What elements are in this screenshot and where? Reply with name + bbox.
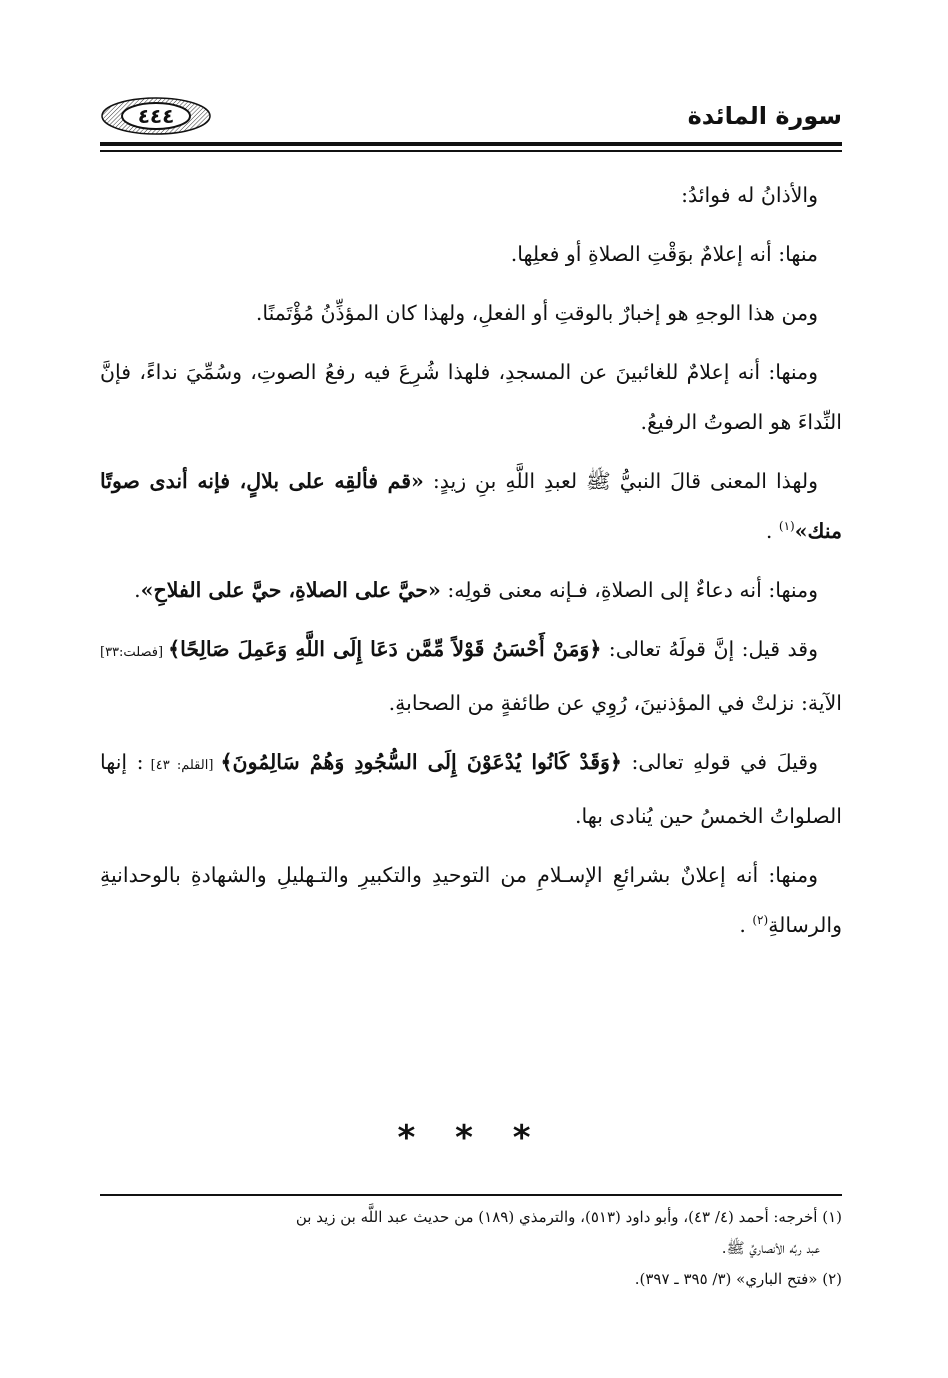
- paragraph-4: ومنها: أنه إعلامٌ للغائبينَ عن المسجدِ، فلهذا شُرِعَ فيه رفعُ الصوتِ، وسُمِّيَ نداءً، فإنَّ النِّداءَ هو الصوتُ الرفيعُ.: [100, 360, 842, 434]
- adhan-quote: «حيَّ على الصلاةِ، حيَّ على الفلاحِ»: [140, 578, 441, 602]
- footnote-1-line-1: (١) أخرجه: أحمد (٤/ ٤٣)، وأبو داود (٥١٣)، والترمذي (١٨٩) من حديث عبد اللَّه بن زيد بن: [295, 1208, 842, 1226]
- page-header: [100, 92, 842, 148]
- footnote-rule: [100, 1194, 842, 1196]
- verse-reference-1: [فصلت:٣٣]: [100, 645, 169, 660]
- paragraph-1: والأذانُ له فوائدُ:: [681, 183, 818, 207]
- paragraph-9-text: ومنها: أنه إعلانٌ بشرائعِ الإسـلامِ من التوحيدِ والتكبيرِ والتـهليلِ والشهادةِ بالوحدانيةِ والرسالةِ: [100, 863, 842, 937]
- paragraph-6: [100, 565, 842, 615]
- hadith-quote-1: «قم فألقِه على بلالٍ، فإنه أندى صوتًا منك»: [100, 469, 842, 543]
- paragraph-6-text: ومنها: أنه دعاءٌ إلى الصلاةِ، فـإنه معنى قولِه:: [440, 578, 818, 602]
- paragraph-9: [100, 850, 842, 950]
- header-rule-thin: [100, 150, 842, 152]
- paragraph-7-text: وقد قيل: إنَّ قولَهُ تعالى:: [601, 637, 818, 661]
- footnote-marker-2[interactable]: (٢): [752, 913, 769, 928]
- paragraph-8: [100, 737, 842, 841]
- main-text: [100, 170, 842, 959]
- quran-verse-1: ﴿وَمَنْ أَحْسَنُ قَوْلاً مِّمَّن دَعَا إِلَى اللَّهِ وَعَمِلَ صَالِحًا﴾: [168, 637, 602, 661]
- footnote-1-line-2: عبد ربِّه الأنصاريِّ ﷺ.: [721, 1239, 820, 1257]
- paragraph-7-end: الآية: نزلتْ في المؤذنينَ، رُوِي عن طائفةٍ من الصحابةِ.: [388, 691, 842, 715]
- paragraph-3: ومن هذا الوجهِ هو إخبارٌ بالوقتِ أو الفعلِ، ولهذا كان المؤذِّنُ مُؤْتَمنًا.: [255, 301, 818, 325]
- header-rule-thick: [100, 142, 842, 146]
- paragraph-8-text: وقيلَ في قولهِ تعالى:: [621, 750, 818, 774]
- footnote-marker-1[interactable]: (١): [778, 519, 795, 534]
- verse-reference-2: [القلم: ٤٣]: [143, 758, 221, 773]
- paragraph-8-end: : إنها الصلواتُ الخمسُ حين يُنادى بها.: [100, 750, 842, 828]
- paragraph-9-end: .: [739, 913, 753, 937]
- paragraph-6-end: .: [134, 578, 141, 602]
- paragraph-5-text: ولهذا المعنى قالَ النبيُّ ﷺ لعبدِ اللَّهِ بنِ زيدٍ:: [423, 469, 818, 493]
- footnotes: [100, 1202, 842, 1295]
- page-number: ٤٤٤: [137, 104, 175, 128]
- paragraph-2: منها: أنه إعلامٌ بوَقْتِ الصلاةِ أو فعلِها.: [510, 242, 818, 266]
- footnote-2: (٢) «فتح الباري» (٣/ ٣٩٥ ـ ٣٩٧).: [634, 1270, 842, 1288]
- section-separator: * * *: [397, 1118, 545, 1158]
- quran-verse-2: ﴿وَقَدْ كَانُوا يُدْعَوْنَ إِلَى السُّجُودِ وَهُمْ سَالِمُونَ﴾: [220, 750, 622, 774]
- paragraph-7: [100, 624, 842, 728]
- paragraph-5-end: .: [765, 519, 779, 543]
- surah-title: سورة المائدة: [687, 102, 842, 130]
- paragraph-5: [100, 456, 842, 556]
